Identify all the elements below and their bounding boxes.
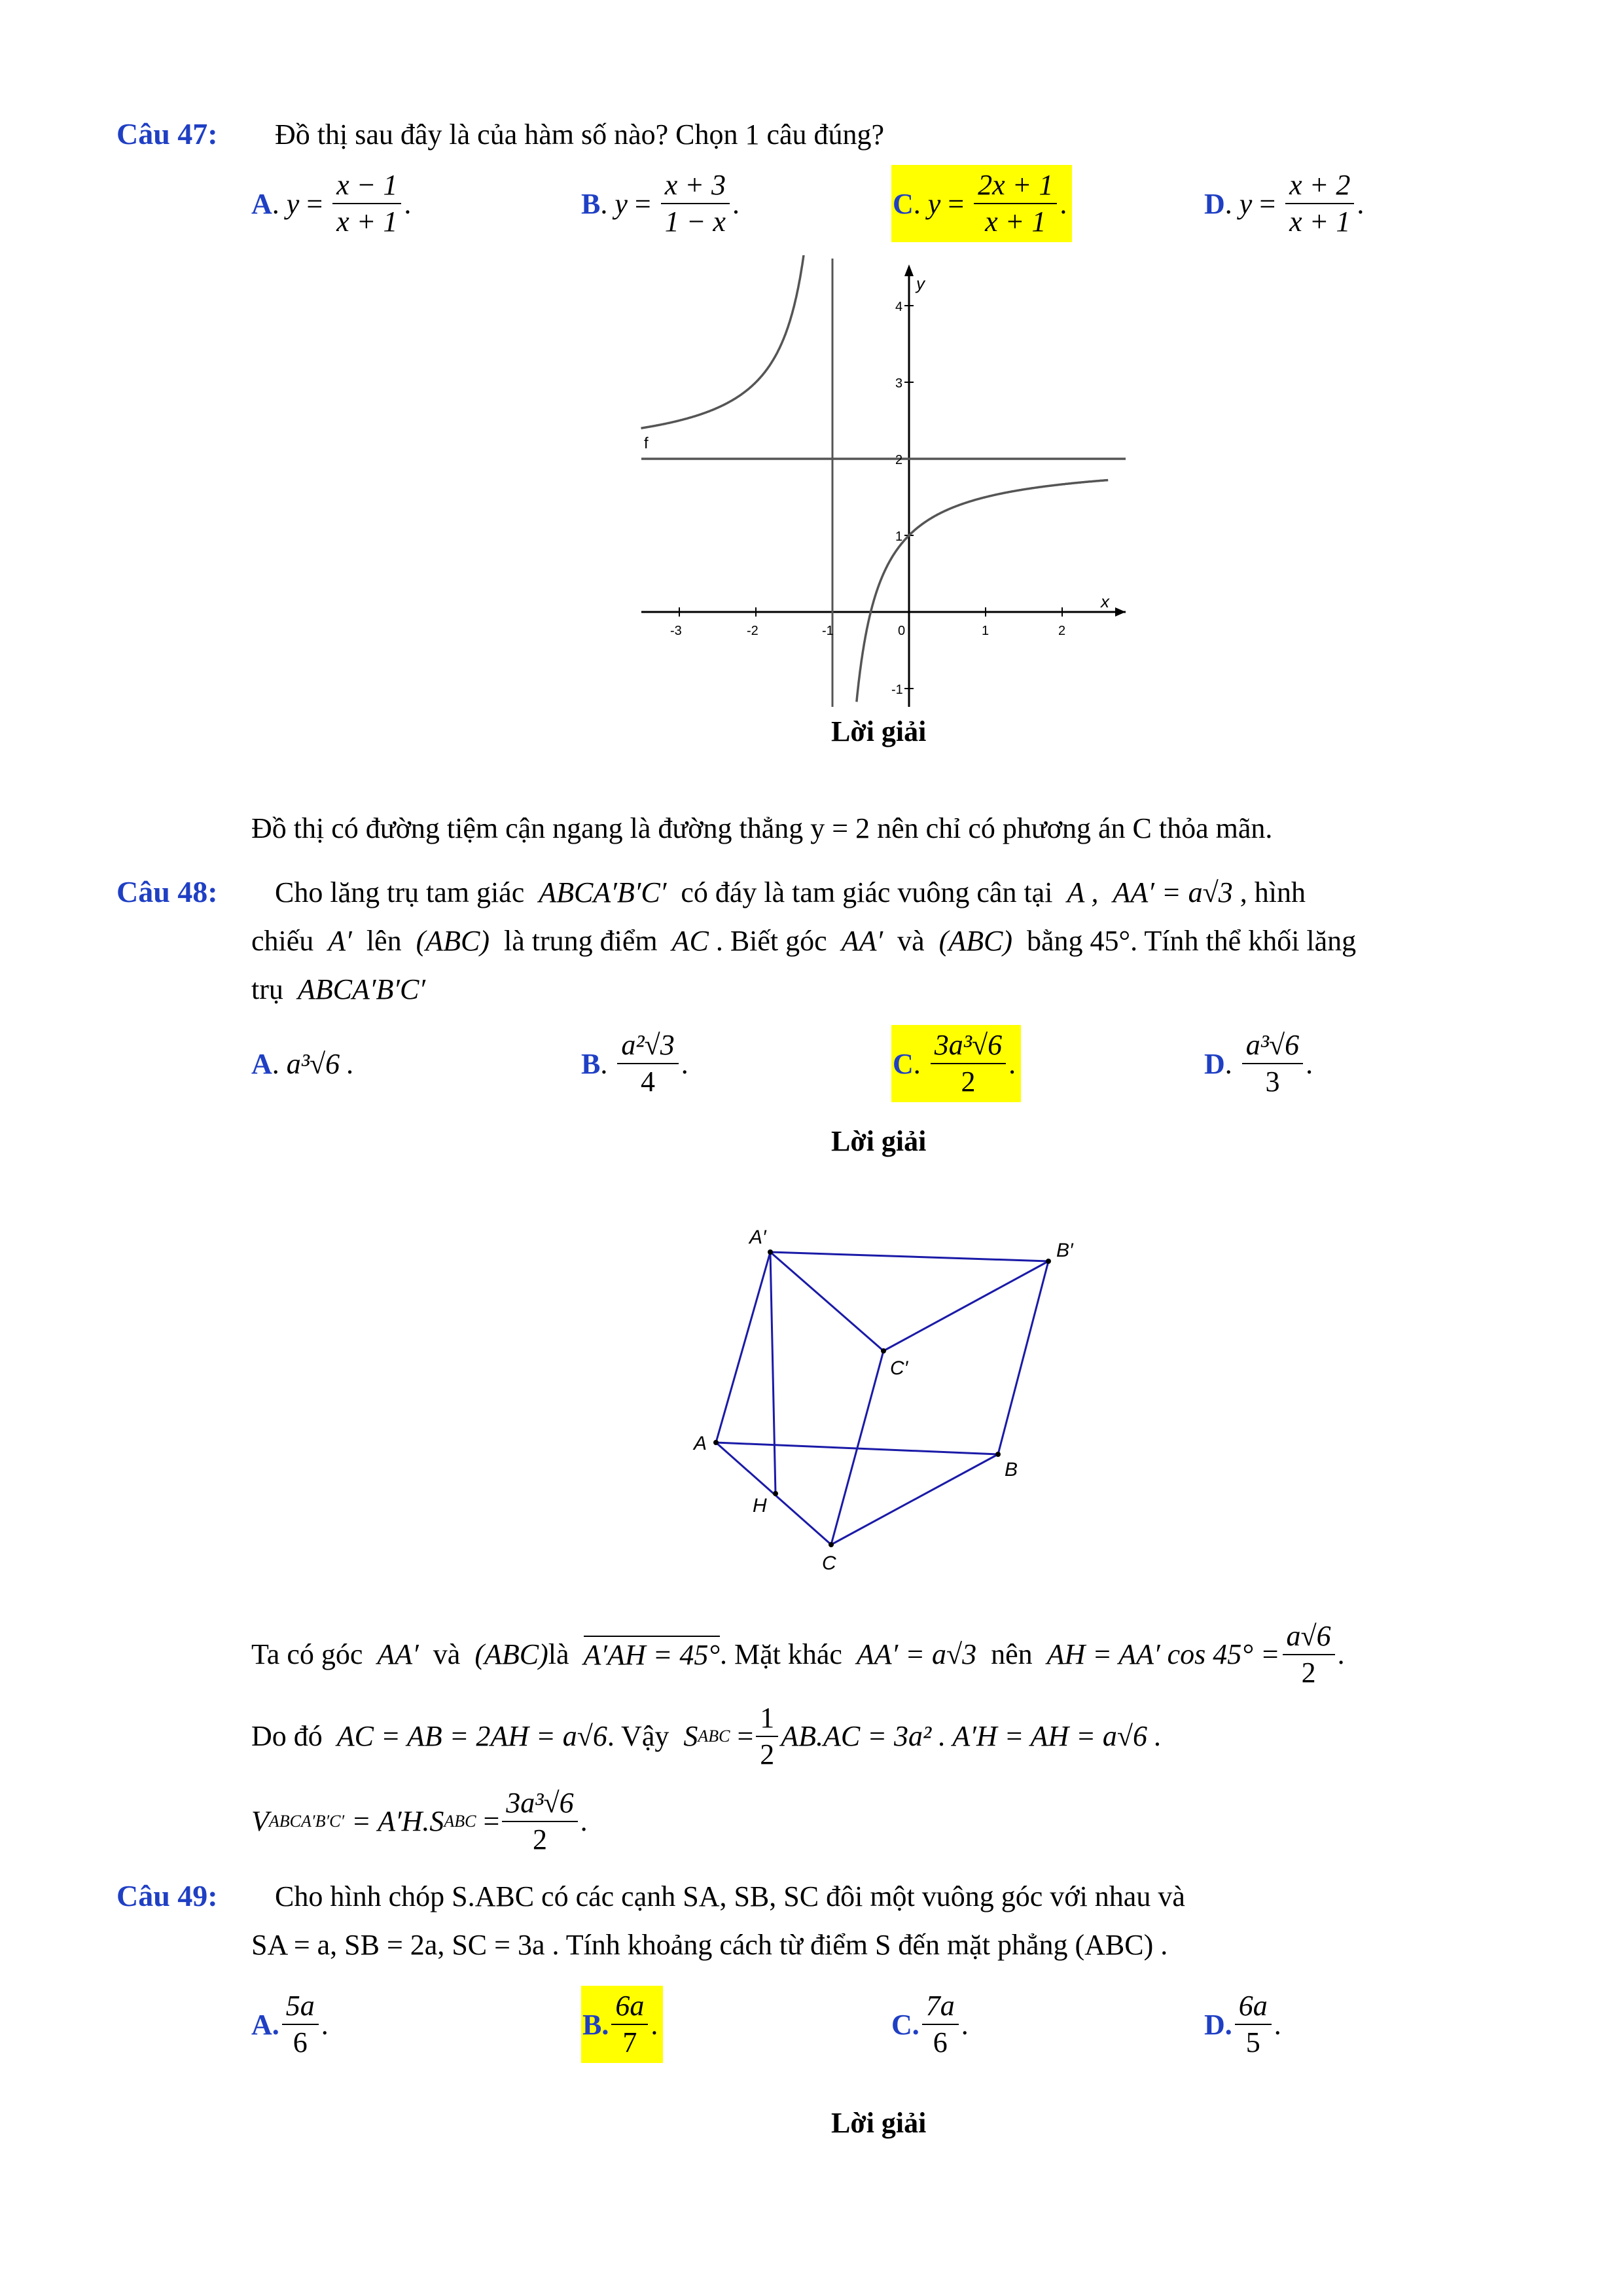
option-letter: A (251, 187, 272, 220)
fraction-numerator: 3a³√6 (931, 1029, 1006, 1064)
fraction-denominator: 1 − x (664, 206, 726, 238)
fraction-numerator: a³√6 (1242, 1029, 1303, 1064)
text: là (548, 1638, 569, 1670)
q48-option-b[interactable]: B . $\frac{\text{a²√3}}{4}$ . (581, 1029, 688, 1098)
fraction-denominator: x + 1 (985, 206, 1046, 238)
text: Ta có góc (251, 1638, 363, 1670)
q48-line-1 (275, 874, 1306, 911)
text: . Vậy (607, 1720, 669, 1752)
text: Cho lăng trụ tam giác (275, 876, 525, 908)
y-axis-arrow (904, 264, 914, 276)
x-tick-label: -1 (822, 624, 834, 638)
x-tick-label: -2 (747, 624, 758, 638)
text: bằng 45°. Tính thể khối lăng (1027, 925, 1357, 957)
x-axis-arrow (1115, 607, 1126, 617)
option-value: a³√6 . (286, 1048, 355, 1080)
curve-label: f (644, 435, 649, 452)
x-tick-label: 0 (898, 624, 906, 638)
fraction-denominator: 3 (1265, 1066, 1280, 1098)
math: (ABC) (474, 1638, 548, 1670)
y-tick-label: 1 (895, 529, 903, 544)
math: A , (1067, 876, 1099, 908)
math: = (483, 1805, 500, 1837)
text: chiếu (251, 925, 314, 957)
q48-prism-figure (668, 1204, 1126, 1577)
fraction-numerator: 2x + 1 (974, 169, 1057, 204)
text: lên (366, 925, 402, 957)
fraction-denominator: 2 (1301, 1657, 1316, 1689)
vertex-label-c: C (822, 1552, 836, 1574)
y-tick-label: -1 (891, 683, 903, 697)
fraction-numerator: x + 3 (661, 169, 730, 204)
text: . Biết góc (715, 925, 827, 957)
fraction-numerator: 1 (756, 1702, 778, 1737)
fraction-numerator: 5a (282, 1990, 319, 2025)
q48-solution-line-1: Ta có góc AA′ và (ABC) là A′AH = 45° . Mặt khác AA′ = a√3 nên AH = AA′ cos 45° = $\frac{a√6}{2}$ . (251, 1620, 1345, 1689)
q48-solution-line-2: Do đó AC = AB = 2AH = a√6 . Vậy S ABC = $\frac{1}{2}$ AB.AC = 3a² . A′H = AH = a√6 . (251, 1702, 1162, 1770)
fraction-denominator: 2 (760, 1738, 775, 1770)
edge-a1-b1 (770, 1252, 1048, 1261)
fraction-denominator: 4 (641, 1066, 656, 1098)
math: AB.AC = 3a² . A′H = AH = a√6 . (781, 1720, 1162, 1752)
vertex-label-b: B (1005, 1459, 1018, 1480)
fraction-denominator: x + 1 (1289, 206, 1351, 238)
option-letter: D (1204, 187, 1225, 220)
math: V (251, 1805, 269, 1837)
math: AA′ (377, 1638, 419, 1670)
q49-option-b-correct[interactable]: B . $\frac{6a}{7}$ . (581, 1986, 663, 2063)
math: AC = AB = 2AH = a√6 (336, 1720, 607, 1752)
q47-option-d[interactable]: D . y = $\frac{x + 2}{x + 1}$ . (1204, 169, 1364, 238)
q47-label: Câu 47: (116, 117, 218, 151)
math: = A′H.S (351, 1805, 444, 1837)
q47-option-a[interactable]: A . y = $\frac{x - 1}{x + 1}$ . (251, 169, 412, 238)
fraction-numerator: 3a³√6 (502, 1787, 577, 1822)
math: ABCA′B′C′ (539, 876, 667, 908)
q49-line-1: Cho hình chóp S.ABC có các cạnh SA, SB, SC đôi một vuông góc với nhau và (275, 1880, 1185, 1912)
y-tick-label: 2 (895, 453, 903, 467)
q48-option-c-correct[interactable]: C . $\frac{\text{3a³√6}}{2}$ . (891, 1025, 1021, 1102)
math: ABCA′B′C′ (297, 973, 425, 1005)
math: AC (671, 925, 709, 957)
curve-left-branch (641, 255, 804, 428)
curve-right-branch (857, 480, 1108, 702)
fraction-numerator: 6a (1235, 1990, 1272, 2025)
x-axis-label: x (1101, 592, 1109, 611)
q47-option-c-correct[interactable]: C . y = $\frac{2x + 1}{x + 1}$ . (891, 165, 1072, 242)
option-letter: D (1204, 1047, 1225, 1080)
vertex-label-b1: B′ (1056, 1240, 1073, 1261)
y-axis-label: y (916, 274, 925, 293)
text: có đáy là tam giác vuông cân tại (681, 876, 1053, 908)
math: A′ (328, 925, 352, 957)
edge-a1-a (716, 1252, 770, 1443)
option-letter: B (582, 2008, 602, 2041)
option-letter: D (1204, 2008, 1225, 2041)
text: và (433, 1638, 461, 1670)
option-letter: C (891, 2008, 912, 2041)
vertex-label-a: A (694, 1433, 707, 1454)
y-tick-label: 3 (895, 376, 903, 391)
q48-option-d[interactable]: D . $\frac{\text{a³√6}}{3}$ . (1204, 1029, 1313, 1098)
q48-line-2 (251, 923, 1356, 960)
q47-question: Đồ thị sau đây là của hàm số nào? Chọn 1 câu đúng? (275, 118, 885, 151)
fraction-numerator: a√6 (1283, 1620, 1335, 1655)
q49-option-a[interactable]: A . $\frac{5a}{6}$ . (251, 1990, 329, 2058)
x-tick-label: 2 (1058, 624, 1066, 638)
math: AA′ = a√3 (856, 1638, 977, 1670)
q48-label: Câu 48: (116, 875, 218, 908)
text: . Mặt khác (719, 1638, 842, 1670)
fraction-numerator: 6a (611, 1990, 648, 2025)
fraction-numerator: a²√3 (617, 1029, 678, 1064)
x-tick-label: 1 (982, 624, 990, 638)
y-tick-label: 4 (895, 300, 903, 314)
q47-solution-heading: Lời giải (831, 715, 927, 747)
option-letter: A (251, 2008, 272, 2041)
q48-line-3 (251, 971, 425, 1008)
edge-c1-b1 (883, 1261, 1048, 1351)
fraction-numerator: x + 2 (1285, 169, 1354, 204)
math-angle: A′AH = 45° (584, 1636, 720, 1674)
q49-label: Câu 49: (116, 1879, 218, 1912)
q49-option-c[interactable]: C . $\frac{7a}{6}$ . (891, 1990, 969, 2058)
edge-c-b (831, 1454, 998, 1545)
text: Do đó (251, 1720, 323, 1752)
text: là trung điểm (503, 925, 658, 957)
edge-b1-b (998, 1261, 1048, 1454)
fraction-denominator: 2 (532, 1823, 547, 1856)
q49-solution-heading: Lời giải (831, 2107, 927, 2139)
fraction-denominator: 6 (933, 2026, 948, 2058)
fraction-numerator: 7a (922, 1990, 959, 2025)
option-letter: B (581, 1047, 601, 1080)
q48-option-a[interactable]: A . a³√6 . (251, 1048, 355, 1080)
option-letter: C (893, 1047, 914, 1080)
fraction-denominator: 7 (622, 2026, 637, 2058)
vertex-label-c1: C′ (890, 1357, 908, 1379)
q47-option-b[interactable]: B . y = $\frac{x + 3}{1 - x}$ . (581, 169, 740, 238)
text: nên (991, 1638, 1033, 1670)
option-letter: B (581, 187, 601, 220)
q47-function-graph (635, 255, 1132, 713)
math: S (683, 1720, 698, 1752)
text: và (897, 925, 925, 957)
fraction-denominator: 2 (961, 1066, 976, 1098)
fraction-denominator: 5 (1245, 2026, 1260, 2058)
fraction-denominator: 6 (293, 2026, 308, 2058)
fraction-numerator: x − 1 (332, 169, 401, 204)
text: , hình (1240, 876, 1306, 908)
math: AA′ (841, 925, 883, 957)
math: AA′ = a√3 (1113, 876, 1233, 908)
option-letter: A (251, 1048, 272, 1080)
option-letter: C (893, 187, 914, 220)
q49-line-2: SA = a, SB = 2a, SC = 3a . Tính khoảng cách từ điểm S đến mặt phẳng (ABC) . (251, 1929, 1168, 1961)
text: trụ (251, 973, 283, 1005)
edge-a1-c1 (770, 1252, 883, 1351)
math: (ABC) (938, 925, 1013, 957)
math: = (737, 1720, 754, 1752)
math: (ABC) (416, 925, 490, 957)
math: AH = AA′ cos 45° = (1046, 1638, 1280, 1670)
fraction-denominator: x + 1 (336, 206, 398, 238)
q47-solution-text: Đồ thị có đường tiệm cận ngang là đường thẳng y = 2 nên chỉ có phương án C thỏa mãn. (251, 812, 1273, 844)
vertex-label-a1: A′ (749, 1227, 766, 1248)
q48-solution-line-3: V ABCA′B′C′ = A′H.S ABC = $\frac{\text{3a³√6}}{2}$ . (251, 1787, 588, 1856)
q49-option-d[interactable]: D . $\frac{6a}{5}$ . (1204, 1990, 1281, 2058)
vertex-label-h: H (753, 1495, 767, 1516)
segment-a1-h (770, 1252, 776, 1494)
x-tick-label: -3 (670, 624, 682, 638)
q48-solution-heading: Lời giải (831, 1125, 927, 1157)
